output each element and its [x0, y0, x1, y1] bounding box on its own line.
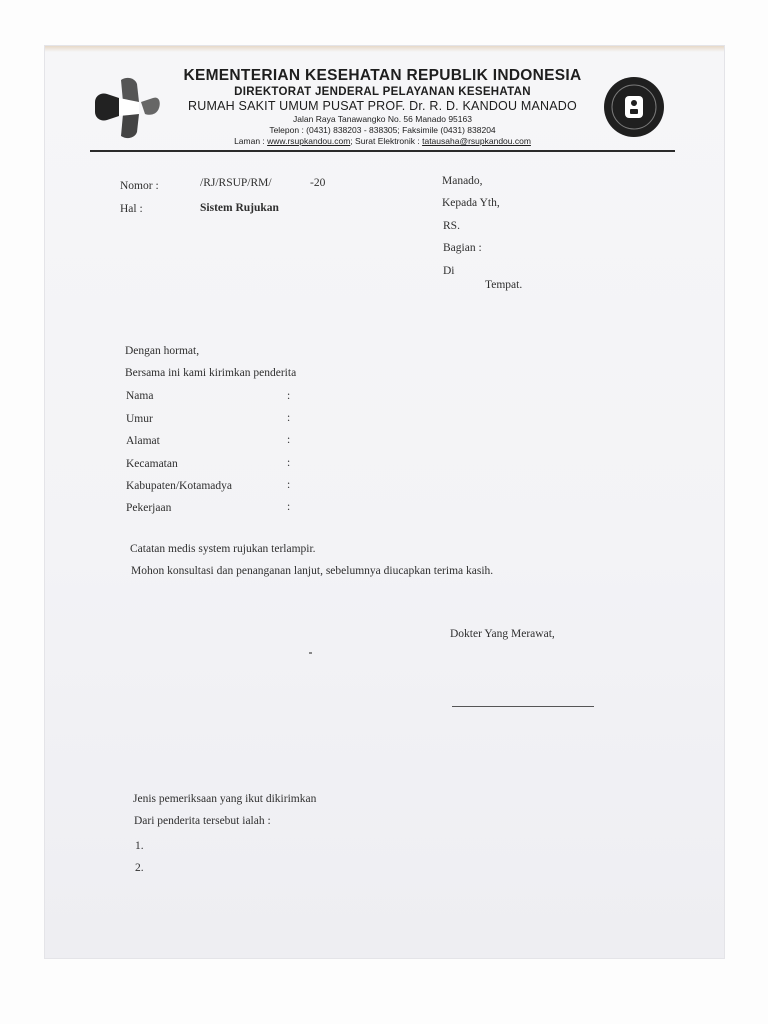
website-label: Laman : — [234, 136, 268, 146]
paper-top-edge — [45, 46, 724, 52]
field-sep-alamat: : — [287, 434, 291, 446]
nomor-label: Nomor : — [120, 180, 159, 192]
field-label-kabupaten: Kabupaten/Kotamadya — [126, 480, 233, 492]
field-label-pekerjaan: Pekerjaan — [126, 502, 172, 514]
hospital-name: RUMAH SAKIT UMUM PUSAT PROF. Dr. R. D. KANDOU MANADO — [188, 99, 577, 113]
header-divider — [90, 150, 675, 152]
exam-item-1: 1. — [135, 840, 144, 852]
email-label: ; Surat Elektronik : — [350, 136, 423, 146]
hospital-address: Jalan Raya Tanawangko No. 56 Manado 95163 — [293, 114, 472, 124]
hal-value: Sistem Rujukan — [200, 202, 279, 214]
field-label-nama: Nama — [126, 390, 154, 402]
nomor-value: /RJ/RSUP/RM/ — [200, 177, 272, 189]
exam-line-2: Dari penderita tersebut ialah : — [134, 815, 271, 827]
hospital-seal-icon — [603, 76, 665, 138]
signature-line — [452, 706, 594, 707]
email-link[interactable]: tatausaha@rsupkandou.com — [422, 136, 531, 146]
field-label-kecamatan: Kecamatan — [126, 458, 178, 470]
field-sep-kecamatan: : — [287, 457, 291, 469]
signature-title: Dokter Yang Merawat, — [450, 628, 555, 640]
field-label-umur: Umur — [126, 413, 153, 425]
hospital-phone: Telepon : (0431) 838203 - 838305; Faksimile (0431) 838204 — [269, 125, 496, 135]
ink-speck — [309, 652, 312, 654]
recipient-di: Di — [443, 265, 455, 277]
recipient-city: Manado, — [442, 175, 483, 187]
kemenkes-logo-icon — [89, 72, 161, 144]
hospital-contact — [165, 136, 600, 147]
nomor-year: -20 — [310, 177, 326, 189]
exam-item-2: 2. — [135, 862, 144, 874]
recipient-rs: RS. — [443, 220, 460, 232]
request-text: Mohon konsultasi dan penanganan lanjut, sebelumnya diucapkan terima kasih. — [131, 565, 494, 577]
greeting: Dengan hormat, — [125, 345, 200, 357]
note-text: Catatan medis system rujukan terlampir. — [130, 543, 316, 555]
recipient-tempat: Tempat. — [485, 279, 523, 291]
field-sep-umur: : — [287, 412, 291, 424]
directorate-name: DIREKTORAT JENDERAL PELAYANAN KESEHATAN — [234, 86, 531, 98]
ministry-name: KEMENTERIAN KESEHATAN REPUBLIK INDONESIA — [183, 67, 582, 84]
recipient-kepada: Kepada Yth, — [442, 197, 500, 209]
field-sep-pekerjaan: : — [287, 501, 291, 513]
letterhead — [165, 66, 600, 147]
field-sep-kabupaten: : — [287, 479, 291, 491]
exam-line-1: Jenis pemeriksaan yang ikut dikirimkan — [133, 793, 317, 805]
hal-label: Hal : — [120, 203, 143, 215]
field-sep-nama: : — [287, 390, 291, 402]
referral-letter-page — [45, 46, 724, 958]
field-label-alamat: Alamat — [126, 435, 160, 447]
recipient-bagian: Bagian : — [443, 242, 482, 254]
website-link[interactable]: www.rsupkandou.com — [267, 136, 351, 146]
intro-text: Bersama ini kami kirimkan penderita — [125, 367, 297, 379]
